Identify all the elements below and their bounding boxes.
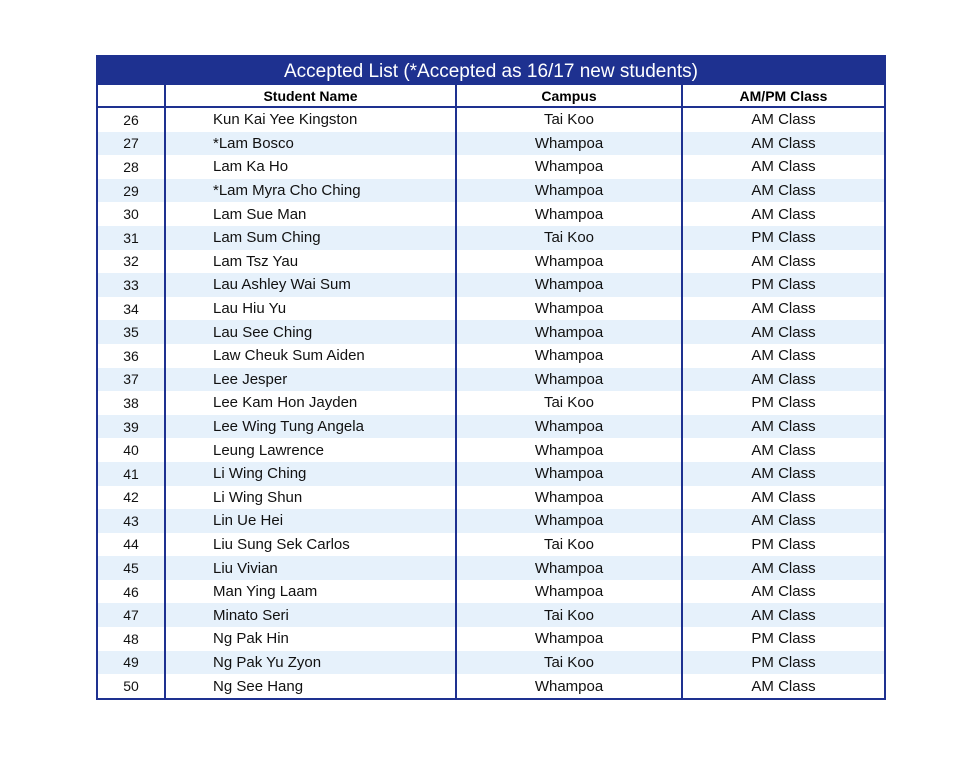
student-name-cell: Law Cheuk Sum Aiden bbox=[165, 344, 456, 368]
student-name-cell: Liu Vivian bbox=[165, 556, 456, 580]
campus-cell: Whampoa bbox=[456, 155, 682, 179]
header-number bbox=[98, 85, 165, 107]
row-number: 36 bbox=[98, 344, 165, 368]
class-cell: PM Class bbox=[682, 273, 884, 297]
table-row bbox=[98, 603, 884, 627]
table-row bbox=[98, 107, 884, 132]
class-cell: AM Class bbox=[682, 580, 884, 604]
campus-cell: Whampoa bbox=[456, 674, 682, 698]
campus-cell: Whampoa bbox=[456, 438, 682, 462]
table-row bbox=[98, 580, 884, 604]
row-number: 46 bbox=[98, 580, 165, 604]
row-number: 45 bbox=[98, 556, 165, 580]
class-cell: AM Class bbox=[682, 486, 884, 510]
class-cell: AM Class bbox=[682, 509, 884, 533]
student-name-cell: Lee Wing Tung Angela bbox=[165, 415, 456, 439]
campus-cell: Tai Koo bbox=[456, 603, 682, 627]
student-name-cell: *Lam Bosco bbox=[165, 132, 456, 156]
student-name-cell: Kun Kai Yee Kingston bbox=[165, 107, 456, 132]
campus-cell: Whampoa bbox=[456, 486, 682, 510]
row-number: 29 bbox=[98, 179, 165, 203]
table-row bbox=[98, 391, 884, 415]
class-cell: AM Class bbox=[682, 179, 884, 203]
row-number: 43 bbox=[98, 509, 165, 533]
row-number: 37 bbox=[98, 368, 165, 392]
student-name-cell: Li Wing Ching bbox=[165, 462, 456, 486]
table-title: Accepted List (*Accepted as 16/17 new students) bbox=[98, 57, 884, 85]
header-student-name: Student Name bbox=[165, 85, 456, 107]
class-cell: PM Class bbox=[682, 627, 884, 651]
table-row bbox=[98, 651, 884, 675]
student-name-cell: Leung Lawrence bbox=[165, 438, 456, 462]
campus-cell: Whampoa bbox=[456, 202, 682, 226]
campus-cell: Tai Koo bbox=[456, 391, 682, 415]
class-cell: PM Class bbox=[682, 226, 884, 250]
table-row bbox=[98, 438, 884, 462]
row-number: 28 bbox=[98, 155, 165, 179]
campus-cell: Whampoa bbox=[456, 580, 682, 604]
campus-cell: Whampoa bbox=[456, 462, 682, 486]
student-name-cell: Lee Kam Hon Jayden bbox=[165, 391, 456, 415]
student-name-cell: Lau Hiu Yu bbox=[165, 297, 456, 321]
student-name-cell: Lam Tsz Yau bbox=[165, 250, 456, 274]
campus-cell: Whampoa bbox=[456, 556, 682, 580]
row-number: 42 bbox=[98, 486, 165, 510]
student-name-cell: Lam Ka Ho bbox=[165, 155, 456, 179]
class-cell: AM Class bbox=[682, 556, 884, 580]
row-number: 49 bbox=[98, 651, 165, 675]
table-row bbox=[98, 627, 884, 651]
campus-cell: Tai Koo bbox=[456, 651, 682, 675]
table-row bbox=[98, 202, 884, 226]
header-class: AM/PM Class bbox=[682, 85, 884, 107]
student-name-cell: Lin Ue Hei bbox=[165, 509, 456, 533]
campus-cell: Whampoa bbox=[456, 320, 682, 344]
student-name-cell: Li Wing Shun bbox=[165, 486, 456, 510]
campus-cell: Whampoa bbox=[456, 179, 682, 203]
row-number: 31 bbox=[98, 226, 165, 250]
table-row bbox=[98, 320, 884, 344]
class-cell: AM Class bbox=[682, 462, 884, 486]
campus-cell: Whampoa bbox=[456, 415, 682, 439]
class-cell: AM Class bbox=[682, 674, 884, 698]
class-cell: AM Class bbox=[682, 250, 884, 274]
student-name-cell: Lam Sue Man bbox=[165, 202, 456, 226]
student-name-cell: Liu Sung Sek Carlos bbox=[165, 533, 456, 557]
table-row bbox=[98, 344, 884, 368]
accepted-list-table-container bbox=[96, 55, 886, 700]
row-number: 50 bbox=[98, 674, 165, 698]
row-number: 41 bbox=[98, 462, 165, 486]
campus-cell: Whampoa bbox=[456, 368, 682, 392]
table-row bbox=[98, 462, 884, 486]
row-number: 34 bbox=[98, 297, 165, 321]
campus-cell: Whampoa bbox=[456, 509, 682, 533]
row-number: 48 bbox=[98, 627, 165, 651]
class-cell: PM Class bbox=[682, 533, 884, 557]
class-cell: AM Class bbox=[682, 320, 884, 344]
class-cell: AM Class bbox=[682, 344, 884, 368]
campus-cell: Whampoa bbox=[456, 344, 682, 368]
table-row bbox=[98, 415, 884, 439]
class-cell: AM Class bbox=[682, 132, 884, 156]
class-cell: AM Class bbox=[682, 438, 884, 462]
campus-cell: Tai Koo bbox=[456, 533, 682, 557]
header-row bbox=[98, 85, 884, 107]
student-name-cell: Lau Ashley Wai Sum bbox=[165, 273, 456, 297]
class-cell: AM Class bbox=[682, 155, 884, 179]
campus-cell: Whampoa bbox=[456, 132, 682, 156]
row-number: 30 bbox=[98, 202, 165, 226]
row-number: 44 bbox=[98, 533, 165, 557]
row-number: 27 bbox=[98, 132, 165, 156]
table-row bbox=[98, 179, 884, 203]
student-name-cell: Lee Jesper bbox=[165, 368, 456, 392]
class-cell: AM Class bbox=[682, 107, 884, 132]
campus-cell: Whampoa bbox=[456, 627, 682, 651]
table-body bbox=[98, 107, 884, 698]
class-cell: AM Class bbox=[682, 603, 884, 627]
student-name-cell: Lam Sum Ching bbox=[165, 226, 456, 250]
campus-cell: Whampoa bbox=[456, 250, 682, 274]
class-cell: PM Class bbox=[682, 651, 884, 675]
class-cell: AM Class bbox=[682, 368, 884, 392]
table-row bbox=[98, 509, 884, 533]
class-cell: AM Class bbox=[682, 297, 884, 321]
campus-cell: Whampoa bbox=[456, 297, 682, 321]
student-name-cell: Ng See Hang bbox=[165, 674, 456, 698]
row-number: 40 bbox=[98, 438, 165, 462]
table-row bbox=[98, 368, 884, 392]
table-row bbox=[98, 132, 884, 156]
table-row bbox=[98, 250, 884, 274]
campus-cell: Whampoa bbox=[456, 273, 682, 297]
row-number: 35 bbox=[98, 320, 165, 344]
class-cell: AM Class bbox=[682, 202, 884, 226]
class-cell: AM Class bbox=[682, 415, 884, 439]
student-name-cell: Minato Seri bbox=[165, 603, 456, 627]
header-campus: Campus bbox=[456, 85, 682, 107]
row-number: 33 bbox=[98, 273, 165, 297]
class-cell: PM Class bbox=[682, 391, 884, 415]
table-row bbox=[98, 273, 884, 297]
student-name-cell: Man Ying Laam bbox=[165, 580, 456, 604]
table-row bbox=[98, 674, 884, 698]
table-row bbox=[98, 533, 884, 557]
student-name-cell: Lau See Ching bbox=[165, 320, 456, 344]
row-number: 32 bbox=[98, 250, 165, 274]
table-row bbox=[98, 297, 884, 321]
table-row bbox=[98, 226, 884, 250]
table-row bbox=[98, 155, 884, 179]
row-number: 39 bbox=[98, 415, 165, 439]
student-name-cell: Ng Pak Hin bbox=[165, 627, 456, 651]
campus-cell: Tai Koo bbox=[456, 226, 682, 250]
student-name-cell: *Lam Myra Cho Ching bbox=[165, 179, 456, 203]
accepted-students-table bbox=[98, 85, 884, 698]
row-number: 38 bbox=[98, 391, 165, 415]
table-row bbox=[98, 556, 884, 580]
campus-cell: Tai Koo bbox=[456, 107, 682, 132]
row-number: 47 bbox=[98, 603, 165, 627]
table-row bbox=[98, 486, 884, 510]
row-number: 26 bbox=[98, 107, 165, 132]
student-name-cell: Ng Pak Yu Zyon bbox=[165, 651, 456, 675]
